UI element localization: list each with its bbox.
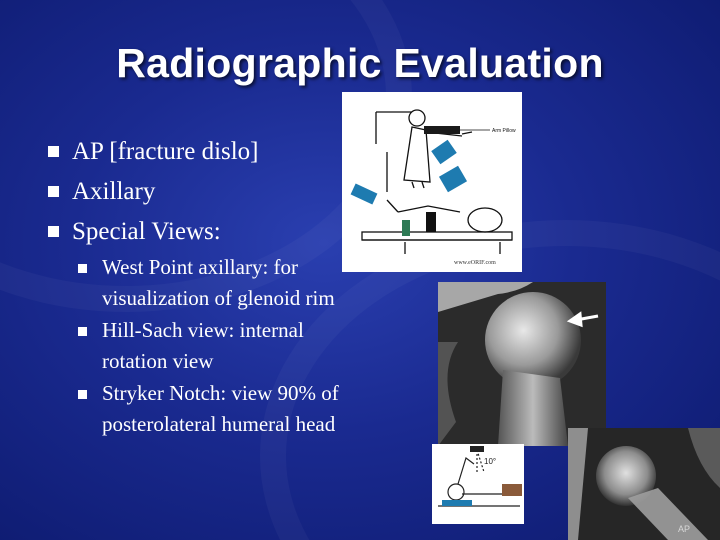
bullet-square-icon bbox=[48, 146, 59, 157]
sub-bullet-text: Hill-Sach view: internal rotation view bbox=[102, 318, 304, 373]
watermark-text: www.eORIF.com bbox=[454, 260, 496, 266]
sub-bullet-list bbox=[78, 252, 368, 441]
sub-bullet-item bbox=[78, 378, 368, 440]
bullet-text: Special Views: bbox=[72, 218, 221, 245]
bullet-square-icon bbox=[48, 186, 59, 197]
stryker-notch-diagram bbox=[432, 444, 524, 524]
bullet-square-icon bbox=[48, 226, 59, 237]
bullet-text: Axillary bbox=[72, 178, 156, 205]
bullet-square-icon bbox=[78, 390, 87, 399]
bullet-item bbox=[48, 132, 348, 172]
xray-tube-icon bbox=[470, 446, 484, 452]
sub-bullet-item bbox=[78, 315, 368, 377]
cassette-icon bbox=[442, 500, 472, 506]
axillary-view-diagram bbox=[342, 92, 522, 272]
xray-marker-text: AP bbox=[678, 524, 691, 534]
slide-title: Radiographic Evaluation bbox=[116, 40, 604, 86]
sub-bullet-text: Stryker Notch: view 90% of posterolateral humeral head bbox=[102, 381, 339, 436]
cassette-icon bbox=[402, 220, 410, 236]
sub-bullet-text: West Point axillary: for visualization of glenoid rim bbox=[102, 255, 335, 310]
angle-label: 10° bbox=[484, 457, 497, 466]
main-bullet-list bbox=[48, 132, 348, 252]
sub-bullet-item bbox=[78, 252, 368, 314]
xray-tube-icon bbox=[439, 166, 467, 193]
xray-tube-icon bbox=[431, 140, 457, 165]
xray-tube-icon bbox=[351, 183, 378, 204]
xray-west-point bbox=[438, 282, 606, 446]
xray-bottom-right bbox=[568, 428, 720, 540]
bullet-item bbox=[48, 172, 348, 212]
bullet-item bbox=[48, 212, 348, 252]
bullet-square-icon bbox=[78, 327, 87, 336]
bullet-square-icon bbox=[78, 264, 87, 273]
diagram-label-text: Arm Pillow bbox=[492, 128, 516, 134]
bullet-text: AP [fracture dislo] bbox=[72, 138, 259, 165]
